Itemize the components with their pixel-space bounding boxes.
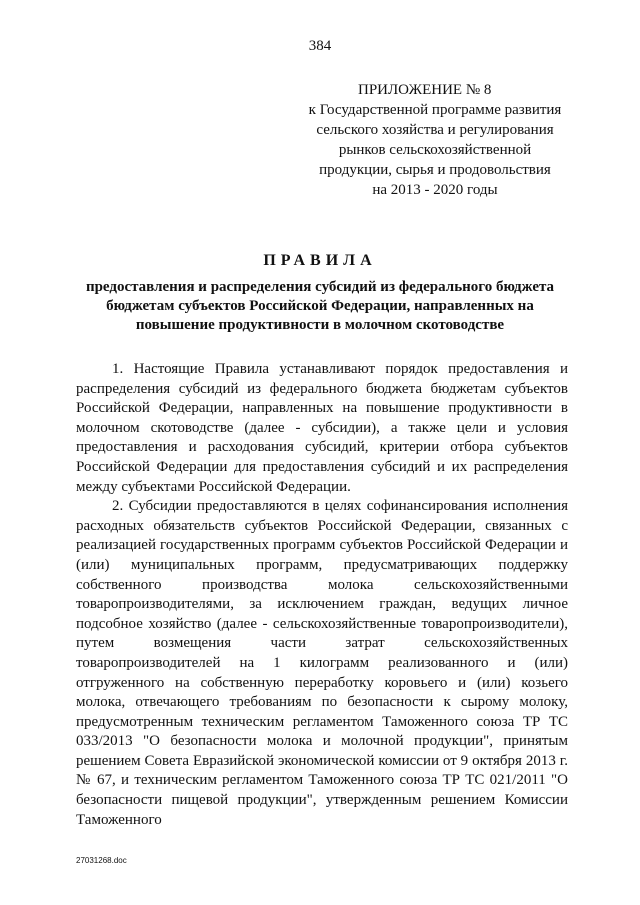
subtitle-line: повышение продуктивности в молочном скотоводстве	[135, 317, 505, 333]
appendix-line: сельского хозяйства и регулирования	[316, 122, 554, 138]
appendix-line: к Государственной программе развития	[308, 102, 562, 118]
page-number: 384	[308, 38, 332, 54]
appendix-block	[290, 80, 580, 200]
document-body	[76, 360, 568, 830]
appendix-line: на 2013 - 2020 годы	[372, 182, 498, 198]
footer-filename: 27031268.doc	[76, 856, 127, 865]
subtitle-line: предоставления и распределения субсидий из федерального бюджета	[85, 279, 555, 295]
document-title: ПРАВИЛА	[263, 252, 377, 269]
subtitle-line: бюджетам субъектов Российской Федерации, направленных на	[106, 298, 534, 314]
appendix-line: продукции, сырья и продовольствия	[319, 162, 551, 178]
appendix-heading: ПРИЛОЖЕНИЕ № 8	[358, 82, 492, 98]
document-subtitle	[80, 278, 560, 335]
paragraph-2: 2. Субсидии предоставляются в целях софинансирования исполнения расходных обязательств субъектов Российской Федерации, связанных с реализацией государственных программ субъектов Российской Федерации и (или) муниципальных программ, предусматривающих поддержку собственного производства молока сельскохозяйственными товаропроизводителями, за исключением граждан, ведущих личное подсобное хозяйство (далее - сельскохозяйственные товаропроизводители), путем возмещения части затрат сельскохозяйственных товаропроизводителей на 1 килограмм реализованного и (или) отгруженного на собственную переработку коровьего и (или) козьего молока, отвечающего требованиям по безопасности к сырому молоку, предусмотренным техническим регламентом Таможенного союза ТР ТС 033/2013 "О безопасности молока и молочной продукции", принятым решением Совета Евразийской экономической комиссии от 9 октября 2013 г. № 67, и техническим регламентом Таможенного союза ТР ТС 021/2011 "О безопасности пищевой продукции", утвержденным решением Комиссии Таможенного	[76, 498, 568, 828]
appendix-line: рынков сельскохозяйственной	[338, 142, 532, 158]
paragraph-1: 1. Настоящие Правила устанавливают порядок предоставления и распределения субсидий из федерального бюджета бюджетам субъектов Российской Федерации, направленных на повышение продуктивности в молочном скотоводстве (далее - субсидии), а также цели и условия предоставления и расходования субсидий, критерии отбора субъектов Российской Федерации для предоставления субсидий и их распределения между субъектами Российской Федерации.	[76, 361, 568, 495]
